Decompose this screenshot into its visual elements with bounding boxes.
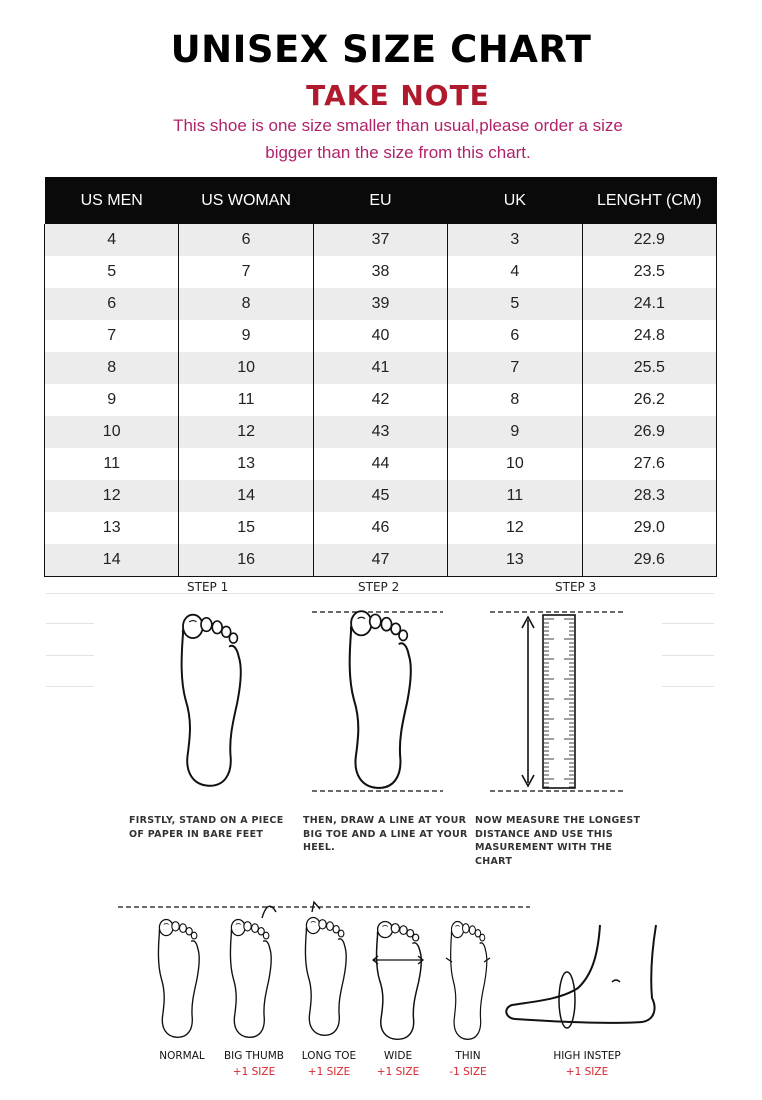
table-cell: 6 [179,224,313,256]
table-cell: 26.2 [582,384,716,416]
foot-icon [182,615,241,786]
instruction-line: NOW MEASURE THE LONGEST [475,815,641,826]
table-cell: 45 [313,480,447,512]
table-cell: 12 [45,480,179,512]
foot-icon [230,919,271,1037]
ruler-icon [543,615,575,788]
table-cell: 5 [448,288,582,320]
foot-type-thin: THIN [455,1050,481,1062]
table-cell: 3 [448,224,582,256]
table-cell: 13 [179,448,313,480]
foot-type-normal: NORMAL [159,1050,205,1062]
instruction-line: THEN, DRAW A LINE AT YOUR [303,815,467,826]
width-arrow-icon [446,958,490,962]
instruction-line: OF PAPER IN BARE FEET [129,828,264,840]
table-cell: 13 [45,512,179,544]
table-cell: 16 [179,544,313,577]
foot-icon [158,919,199,1037]
note-line-1: This shoe is one size smaller than usual,please order a size [173,116,623,135]
instruction-line: FIRSTLY, STAND ON A PIECE [129,815,284,826]
foot-type-high-instep: HIGH INSTEP [553,1050,621,1062]
arrow-icon [262,906,276,918]
table-cell: 46 [313,512,447,544]
table-cell: 27.6 [582,448,716,480]
table-cell: 10 [448,448,582,480]
table-cell: 7 [179,256,313,288]
table-cell: 11 [45,448,179,480]
table-cell: 12 [179,416,313,448]
table-cell: 5 [45,256,179,288]
instruction-line: DISTANCE AND USE THIS [475,828,614,840]
table-cell: 7 [45,320,179,352]
table-cell: 26.9 [582,416,716,448]
table-cell: 37 [313,224,447,256]
size-adjust: +1 SIZE [565,1066,609,1078]
foot-side-icon [506,925,656,1028]
take-note-heading: TAKE NOTE [306,79,490,112]
column-header: US WOMAN [179,177,313,224]
table-cell: 15 [179,512,313,544]
foot-icon [350,611,411,788]
table-cell: 38 [313,256,447,288]
column-header: LENGHT (CM) [582,177,716,224]
step-1-instructions [129,814,283,841]
instruction-line: HEEL. [303,842,336,853]
table-cell: 14 [179,480,313,512]
table-cell: 11 [448,480,582,512]
table-cell: 28.3 [582,480,716,512]
table-cell: 29.0 [582,512,716,544]
table-cell: 7 [448,352,582,384]
measure-arrow-icon [522,617,534,786]
column-header: US MEN [45,177,179,224]
column-header: UK [448,177,582,224]
table-cell: 10 [179,352,313,384]
foot-type-wide: WIDE [383,1050,413,1062]
instruction-line: BIG TOE AND A LINE AT YOUR [303,828,468,840]
table-cell: 8 [179,288,313,320]
size-adjust: -1 SIZE [449,1066,487,1078]
table-cell: 44 [313,448,447,480]
width-arrow-icon [373,956,423,964]
table-cell: 4 [448,256,582,288]
table-cell: 9 [448,416,582,448]
page-title: UNISEX SIZE CHART [170,28,592,71]
table-cell: 9 [179,320,313,352]
table-cell: 42 [313,384,447,416]
table-cell: 22.9 [582,224,716,256]
step-2-label: STEP 2 [358,580,400,594]
table-cell: 29.6 [582,544,716,577]
foot-icon [377,921,422,1039]
foot-type-big-thumb: BIG THUMB [223,1050,285,1062]
step-3-instructions [475,814,640,868]
table-cell: 11 [179,384,313,416]
table-cell: 6 [45,288,179,320]
table-cell: 6 [448,320,582,352]
table-cell: 9 [45,384,179,416]
size-adjust: +1 SIZE [376,1066,420,1078]
foot-icon [305,917,346,1035]
table-cell: 12 [448,512,582,544]
note-line-2: bigger than the size from this chart. [265,143,531,162]
step-3-label: STEP 3 [555,580,597,594]
size-adjust: +1 SIZE [232,1066,276,1078]
step-1-label: STEP 1 [187,580,229,594]
foot-icon [451,921,487,1039]
table-cell: 41 [313,352,447,384]
table-cell: 47 [313,544,447,577]
arrow-icon [312,902,320,912]
table-cell: 40 [313,320,447,352]
column-header: EU [313,177,447,224]
step-2-instructions [303,814,468,855]
table-cell: 4 [45,224,179,256]
table-cell: 24.1 [582,288,716,320]
table-cell: 24.8 [582,320,716,352]
table-cell: 8 [45,352,179,384]
table-cell: 8 [448,384,582,416]
size-adjust: +1 SIZE [307,1066,351,1078]
table-cell: 23.5 [582,256,716,288]
instruction-line: MASUREMENT WITH THE [475,842,613,853]
foot-type-long-toe: LONG TOE [301,1050,357,1062]
table-cell: 25.5 [582,352,716,384]
table-cell: 43 [313,416,447,448]
table-cell: 13 [448,544,582,577]
table-cell: 39 [313,288,447,320]
instruction-line: CHART [475,855,513,867]
table-cell: 14 [45,544,179,577]
table-cell: 10 [45,416,179,448]
